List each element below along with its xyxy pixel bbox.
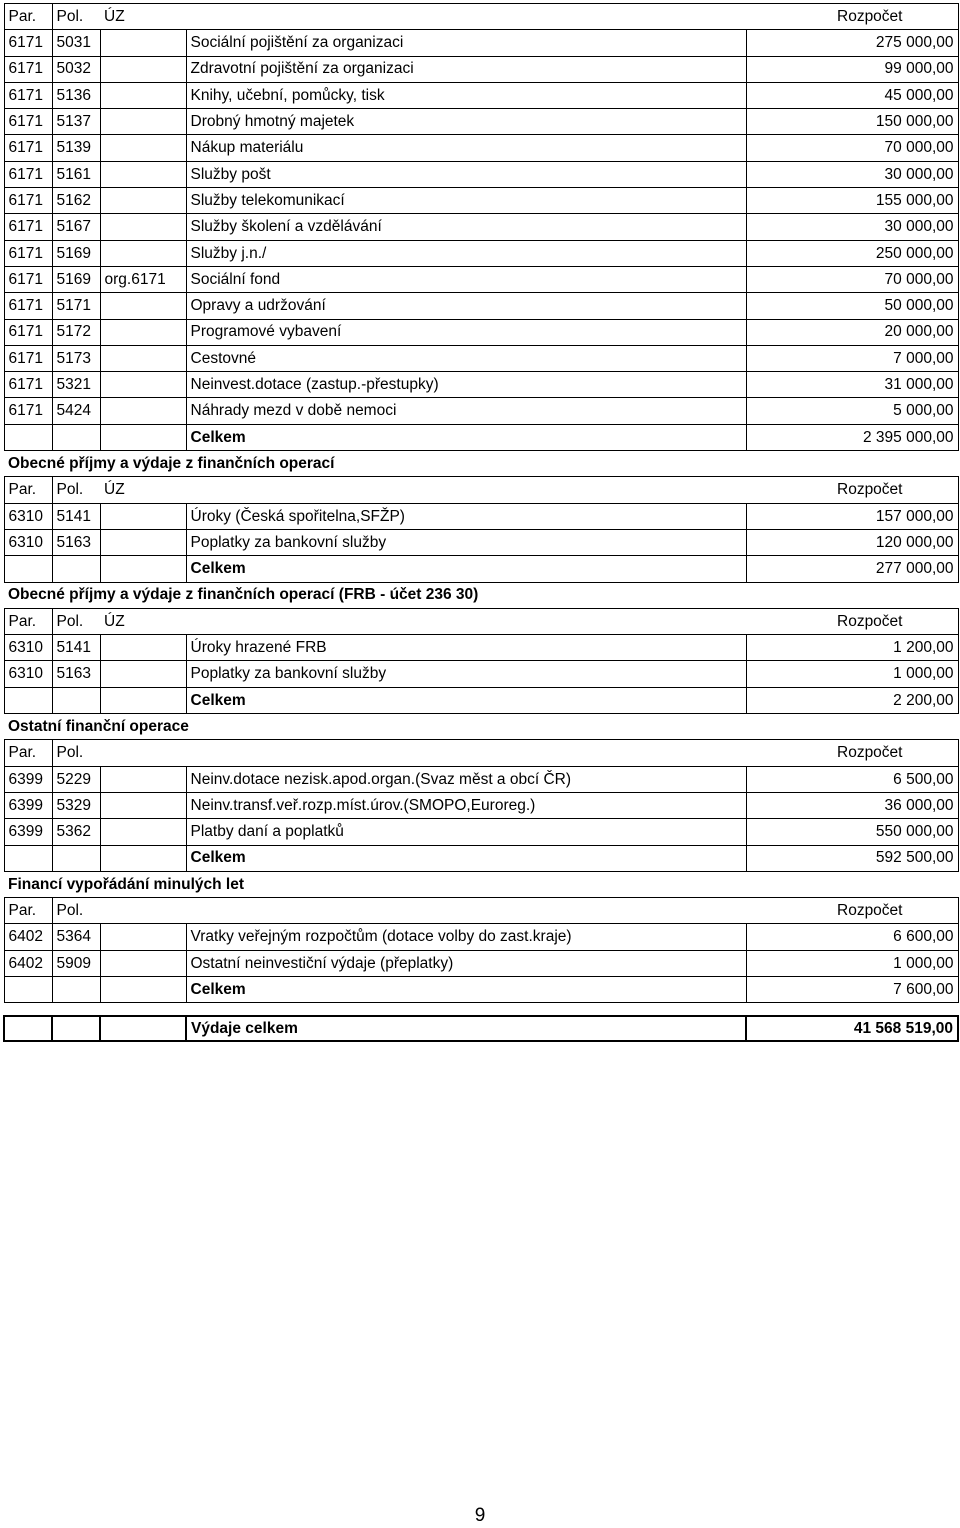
cell-amount: 30 000,00 xyxy=(746,161,958,187)
grand-total-label: Výdaje celkem xyxy=(186,1016,746,1041)
cell-amount: 5 000,00 xyxy=(746,398,958,424)
spacer-cell xyxy=(4,1003,958,1017)
cell-amount: 6 500,00 xyxy=(746,766,958,792)
total-amount: 2 395 000,00 xyxy=(746,424,958,450)
header-rozpocet: Rozpočet xyxy=(746,4,958,30)
cell-pol: 5162 xyxy=(52,188,100,214)
total-amount: 2 200,00 xyxy=(746,687,958,713)
grand-total-amount: 41 568 519,00 xyxy=(746,1016,958,1041)
cell-par: 6399 xyxy=(4,766,52,792)
cell-name: Úroky hrazené FRB xyxy=(186,635,746,661)
header-uz xyxy=(100,740,186,766)
cell-uz xyxy=(100,503,186,529)
cell-amount: 70 000,00 xyxy=(746,135,958,161)
cell-uz xyxy=(100,161,186,187)
cell-name: Cestovné xyxy=(186,345,746,371)
cell-par: 6171 xyxy=(4,30,52,56)
total-empty-pol xyxy=(52,687,100,713)
cell-par: 6171 xyxy=(4,109,52,135)
cell-uz: org.6171 xyxy=(100,266,186,292)
cell-name: Ostatní neinvestiční výdaje (přeplatky) xyxy=(186,950,746,976)
total-empty-pol xyxy=(52,424,100,450)
cell-pol: 5167 xyxy=(52,214,100,240)
header-rozpocet: Rozpočet xyxy=(746,740,958,766)
cell-amount: 157 000,00 xyxy=(746,503,958,529)
header-spacer xyxy=(186,898,746,924)
header-spacer xyxy=(186,608,746,634)
cell-par: 6310 xyxy=(4,635,52,661)
cell-pol: 5139 xyxy=(52,135,100,161)
total-empty-par xyxy=(4,976,52,1002)
section-title-row xyxy=(4,451,958,477)
cell-pol: 5172 xyxy=(52,319,100,345)
section-title: Obecné příjmy a výdaje z finančních operací (FRB - účet 236 30) xyxy=(8,586,479,604)
cell-amount: 6 600,00 xyxy=(746,924,958,950)
header-uz: ÚZ xyxy=(100,477,186,503)
table-row xyxy=(4,792,958,818)
cell-par: 6171 xyxy=(4,266,52,292)
cell-par: 6171 xyxy=(4,82,52,108)
cell-name: Náhrady mezd v době nemoci xyxy=(186,398,746,424)
total-row xyxy=(4,976,958,1002)
cell-amount: 250 000,00 xyxy=(746,240,958,266)
cell-pol: 5329 xyxy=(52,792,100,818)
cell-uz xyxy=(100,30,186,56)
section-title: Financí vypořádání minulých let xyxy=(8,875,244,893)
cell-uz xyxy=(100,109,186,135)
cell-uz xyxy=(100,135,186,161)
table-row xyxy=(4,950,958,976)
total-empty-par xyxy=(4,845,52,871)
total-amount: 277 000,00 xyxy=(746,556,958,582)
table-row xyxy=(4,924,958,950)
cell-amount: 120 000,00 xyxy=(746,529,958,555)
total-empty-par xyxy=(4,687,52,713)
cell-amount: 36 000,00 xyxy=(746,792,958,818)
cell-uz xyxy=(100,56,186,82)
cell-amount: 1 000,00 xyxy=(746,950,958,976)
header-uz xyxy=(100,898,186,924)
table-row xyxy=(4,345,958,371)
cell-uz xyxy=(100,345,186,371)
header-row xyxy=(4,608,958,634)
total-amount: 592 500,00 xyxy=(746,845,958,871)
cell-uz xyxy=(100,372,186,398)
cell-uz xyxy=(100,529,186,555)
cell-name: Služby telekomunikací xyxy=(186,188,746,214)
cell-name: Poplatky za bankovní služby xyxy=(186,529,746,555)
header-spacer xyxy=(186,4,746,30)
cell-par: 6402 xyxy=(4,950,52,976)
cell-amount: 1 200,00 xyxy=(746,635,958,661)
cell-amount: 550 000,00 xyxy=(746,819,958,845)
cell-par: 6171 xyxy=(4,56,52,82)
cell-par: 6171 xyxy=(4,398,52,424)
cell-name: Programové vybavení xyxy=(186,319,746,345)
table-row xyxy=(4,503,958,529)
cell-amount: 275 000,00 xyxy=(746,30,958,56)
cell-pol: 5163 xyxy=(52,529,100,555)
total-label: Celkem xyxy=(186,556,746,582)
cell-name: Neinvest.dotace (zastup.-přestupky) xyxy=(186,372,746,398)
section-title: Obecné příjmy a výdaje z finančních operací xyxy=(8,454,335,472)
total-empty-uz xyxy=(100,976,186,1002)
cell-name: Opravy a udržování xyxy=(186,293,746,319)
cell-par: 6171 xyxy=(4,135,52,161)
table-row xyxy=(4,819,958,845)
cell-pol: 5364 xyxy=(52,924,100,950)
cell-uz xyxy=(100,398,186,424)
total-empty-par xyxy=(4,556,52,582)
table-row xyxy=(4,109,958,135)
cell-amount: 150 000,00 xyxy=(746,109,958,135)
cell-par: 6171 xyxy=(4,345,52,371)
header-uz: ÚZ xyxy=(100,4,186,30)
cell-uz xyxy=(100,240,186,266)
cell-amount: 50 000,00 xyxy=(746,293,958,319)
cell-amount: 7 000,00 xyxy=(746,345,958,371)
total-amount: 7 600,00 xyxy=(746,976,958,1002)
total-row xyxy=(4,845,958,871)
cell-uz xyxy=(100,319,186,345)
cell-pol: 5169 xyxy=(52,266,100,292)
total-row xyxy=(4,424,958,450)
cell-par: 6310 xyxy=(4,503,52,529)
header-par: Par. xyxy=(4,608,52,634)
cell-name: Poplatky za bankovní služby xyxy=(186,661,746,687)
header-par: Par. xyxy=(4,898,52,924)
section-title-row xyxy=(4,582,958,608)
header-row xyxy=(4,477,958,503)
table-row xyxy=(4,240,958,266)
total-row xyxy=(4,556,958,582)
header-pol: Pol. xyxy=(52,477,100,503)
header-rozpocet: Rozpočet xyxy=(746,477,958,503)
header-par: Par. xyxy=(4,477,52,503)
header-row xyxy=(4,4,958,30)
header-row xyxy=(4,898,958,924)
header-pol: Pol. xyxy=(52,898,100,924)
cell-pol: 5032 xyxy=(52,56,100,82)
cell-name: Drobný hmotný majetek xyxy=(186,109,746,135)
section-title: Ostatní finanční operace xyxy=(8,717,189,735)
section-title-row xyxy=(4,714,958,740)
cell-pol: 5163 xyxy=(52,661,100,687)
cell-pol: 5031 xyxy=(52,30,100,56)
cell-name: Služby j.n./ xyxy=(186,240,746,266)
cell-name: Neinv.transf.veř.rozp.míst.úrov.(SMOPO,Euroreg.) xyxy=(186,792,746,818)
total-empty-par xyxy=(4,424,52,450)
cell-par: 6399 xyxy=(4,792,52,818)
total-row xyxy=(4,687,958,713)
cell-par: 6171 xyxy=(4,293,52,319)
table-row xyxy=(4,661,958,687)
cell-amount: 1 000,00 xyxy=(746,661,958,687)
total-empty-uz xyxy=(100,424,186,450)
cell-par: 6171 xyxy=(4,240,52,266)
table-row xyxy=(4,135,958,161)
table-row xyxy=(4,293,958,319)
cell-pol: 5173 xyxy=(52,345,100,371)
cell-pol: 5136 xyxy=(52,82,100,108)
header-spacer xyxy=(186,740,746,766)
cell-uz xyxy=(100,214,186,240)
table-row xyxy=(4,266,958,292)
cell-amount: 70 000,00 xyxy=(746,266,958,292)
total-label: Celkem xyxy=(186,687,746,713)
table-row xyxy=(4,82,958,108)
cell-par: 6310 xyxy=(4,661,52,687)
cell-uz xyxy=(100,792,186,818)
section-title-row xyxy=(4,871,958,897)
header-uz: ÚZ xyxy=(100,608,186,634)
cell-uz xyxy=(100,293,186,319)
cell-pol: 5362 xyxy=(52,819,100,845)
spacer-row xyxy=(4,1003,958,1017)
total-label: Celkem xyxy=(186,976,746,1002)
cell-uz xyxy=(100,661,186,687)
total-empty-pol xyxy=(52,976,100,1002)
cell-name: Neinv.dotace nezisk.apod.organ.(Svaz měst a obcí ČR) xyxy=(186,766,746,792)
cell-amount: 45 000,00 xyxy=(746,82,958,108)
cell-amount: 30 000,00 xyxy=(746,214,958,240)
cell-pol: 5229 xyxy=(52,766,100,792)
cell-uz xyxy=(100,924,186,950)
cell-name: Úroky (Česká spořitelna,SFŽP) xyxy=(186,503,746,529)
table-row xyxy=(4,188,958,214)
cell-par: 6171 xyxy=(4,319,52,345)
budget-sheet xyxy=(3,3,957,1042)
total-empty-uz xyxy=(100,687,186,713)
total-empty-pol xyxy=(52,556,100,582)
grand-empty-uz xyxy=(100,1016,186,1041)
cell-name: Nákup materiálu xyxy=(186,135,746,161)
table-row xyxy=(4,398,958,424)
table-row xyxy=(4,319,958,345)
cell-uz xyxy=(100,82,186,108)
cell-par: 6171 xyxy=(4,214,52,240)
header-pol: Pol. xyxy=(52,740,100,766)
cell-par: 6171 xyxy=(4,161,52,187)
header-row xyxy=(4,740,958,766)
cell-uz xyxy=(100,819,186,845)
cell-name: Sociální pojištění za organizaci xyxy=(186,30,746,56)
cell-pol: 5909 xyxy=(52,950,100,976)
total-empty-uz xyxy=(100,845,186,871)
table-row xyxy=(4,529,958,555)
cell-par: 6171 xyxy=(4,372,52,398)
cell-name: Služby pošt xyxy=(186,161,746,187)
table-row xyxy=(4,56,958,82)
cell-par: 6171 xyxy=(4,188,52,214)
cell-amount: 31 000,00 xyxy=(746,372,958,398)
header-rozpocet: Rozpočet xyxy=(746,898,958,924)
total-label: Celkem xyxy=(186,424,746,450)
header-par: Par. xyxy=(4,4,52,30)
table-row xyxy=(4,635,958,661)
grand-empty-par xyxy=(4,1016,52,1041)
cell-par: 6399 xyxy=(4,819,52,845)
header-spacer xyxy=(186,477,746,503)
cell-amount: 99 000,00 xyxy=(746,56,958,82)
budget-table xyxy=(3,3,959,1042)
cell-uz xyxy=(100,950,186,976)
table-row xyxy=(4,30,958,56)
cell-pol: 5141 xyxy=(52,503,100,529)
cell-par: 6402 xyxy=(4,924,52,950)
cell-name: Platby daní a poplatků xyxy=(186,819,746,845)
cell-par: 6310 xyxy=(4,529,52,555)
header-pol: Pol. xyxy=(52,608,100,634)
table-row xyxy=(4,372,958,398)
cell-uz xyxy=(100,635,186,661)
cell-pol: 5321 xyxy=(52,372,100,398)
cell-amount: 155 000,00 xyxy=(746,188,958,214)
header-par: Par. xyxy=(4,740,52,766)
cell-pol: 5169 xyxy=(52,240,100,266)
cell-uz xyxy=(100,766,186,792)
table-row xyxy=(4,766,958,792)
grand-total-row xyxy=(4,1016,958,1041)
cell-pol: 5171 xyxy=(52,293,100,319)
cell-amount: 20 000,00 xyxy=(746,319,958,345)
cell-pol: 5161 xyxy=(52,161,100,187)
cell-pol: 5424 xyxy=(52,398,100,424)
cell-name: Sociální fond xyxy=(186,266,746,292)
cell-pol: 5137 xyxy=(52,109,100,135)
cell-name: Služby školení a vzdělávání xyxy=(186,214,746,240)
cell-name: Knihy, učební, pomůcky, tisk xyxy=(186,82,746,108)
table-row xyxy=(4,161,958,187)
cell-uz xyxy=(100,188,186,214)
total-label: Celkem xyxy=(186,845,746,871)
cell-name: Zdravotní pojištění za organizaci xyxy=(186,56,746,82)
header-rozpocet: Rozpočet xyxy=(746,608,958,634)
cell-pol: 5141 xyxy=(52,635,100,661)
header-pol: Pol. xyxy=(52,4,100,30)
table-row xyxy=(4,214,958,240)
total-empty-uz xyxy=(100,556,186,582)
page-number: 9 xyxy=(474,1505,486,1526)
cell-name: Vratky veřejným rozpočtům (dotace volby do zast.kraje) xyxy=(186,924,746,950)
grand-empty-pol xyxy=(52,1016,100,1041)
total-empty-pol xyxy=(52,845,100,871)
